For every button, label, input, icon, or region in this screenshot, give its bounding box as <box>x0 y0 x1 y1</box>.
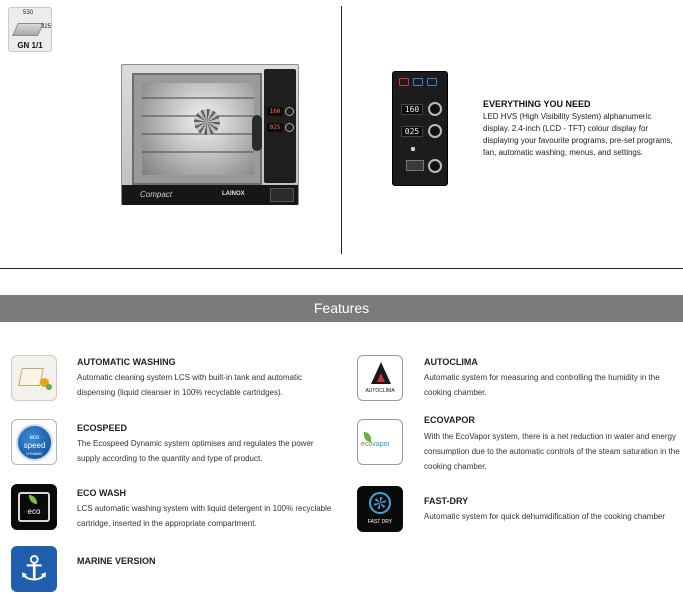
marine-anchor-icon: ⚓ <box>11 546 57 592</box>
autoclima-icon <box>357 355 403 401</box>
feature-title-ecovapor: ECOVAPOR <box>424 415 475 425</box>
feature-title-fast-dry: FAST-DRY <box>424 496 469 506</box>
ecovapor-icon <box>357 419 403 465</box>
ecospeed-icon-line2: speed <box>23 441 46 450</box>
feature-title-eco-wash: ECO WASH <box>77 488 127 498</box>
ecospeed-icon-line1: eco <box>29 435 40 441</box>
eco-wash-icon-label: eco <box>27 507 41 516</box>
oven-brand: Compact <box>140 190 173 199</box>
feature-text-fast-dry: Automatic system for quick dehumidification of the cooking chamber <box>424 512 666 521</box>
oven-control-panel <box>264 69 296 183</box>
features-header: Features <box>0 295 683 322</box>
oven-sub-panel <box>270 188 294 202</box>
panel-button-icon <box>413 78 423 86</box>
fast-dry-icon-label: FAST DRY <box>367 519 393 525</box>
everything-you-need-text: LED HVS (High Visibility System) alphanumeric display. 2.4-inch (LCD - TFT) colour display for displaying your favourite programs, pre-set programs, fan, automatic washing, menus, and settings. <box>483 112 673 157</box>
panel-display-time: 025 <box>401 126 423 137</box>
panel-indicator-icon <box>411 147 415 151</box>
horizontal-divider <box>0 268 683 269</box>
feature-text-autoclima: Automatic system for measuring and controlling the humidity in the cooking chamber. <box>424 373 660 397</box>
feature-title-ecospeed: ECOSPEED <box>77 423 128 433</box>
oven-display-time: 025 <box>267 123 283 132</box>
oven-handle <box>252 115 262 151</box>
panel-knob-icon <box>428 102 442 116</box>
feature-title-marine-version: MARINE VERSION <box>77 556 156 566</box>
oven-door <box>132 73 262 185</box>
autoclima-icon-label: AUTOCLIMA <box>365 388 395 394</box>
oven-display-temp: 160 <box>267 107 283 116</box>
panel-lcd-screen <box>406 160 424 171</box>
oven-product-image <box>121 64 299 205</box>
feature-title-automatic-washing: AUTOMATIC WASHING <box>77 357 176 367</box>
ecospeed-icon <box>11 419 57 465</box>
oven-knob-icon <box>285 123 294 132</box>
gastronorm-tray-icon <box>12 23 44 36</box>
gn-width-label: 325 <box>41 24 52 30</box>
panel-knob-icon <box>428 159 442 173</box>
panel-button-icon <box>427 78 437 86</box>
ecovapor-icon-eco: eco <box>361 441 373 448</box>
vertical-divider <box>341 6 342 254</box>
panel-knob-icon <box>428 124 442 138</box>
ecospeed-icon-line3: DYNAMIC <box>26 452 43 456</box>
feature-text-eco-wash: LCS automatic washing system with liquid detergent in 100% recyclable cartridge, inserted in the appropriate compartment. <box>77 504 332 528</box>
eco-wash-icon <box>11 484 57 530</box>
oven-knob-icon <box>285 107 294 116</box>
oven-fan-icon <box>194 109 220 135</box>
gn-size-label: GN 1/1 <box>17 41 43 50</box>
feature-text-automatic-washing: Automatic cleaning system LCS with built-in tank and automatic dispensing (liquid cleanser in 100% recyclable cartridges). <box>77 373 302 397</box>
oven-base <box>122 185 298 205</box>
feature-text-ecospeed: The Ecospeed Dynamic system optimises and regulates the power supply according to the quantity and type of product. <box>77 439 314 463</box>
oven-glass <box>142 83 254 175</box>
fast-dry-icon <box>357 486 403 532</box>
panel-button-icon <box>399 78 409 86</box>
feature-title-autoclima: AUTOCLIMA <box>424 357 478 367</box>
automatic-washing-icon <box>11 355 57 401</box>
gn-size-badge <box>8 7 52 52</box>
oven-logo: LAINOX <box>222 191 245 197</box>
control-panel-image <box>392 71 448 186</box>
panel-display-temp: 160 <box>401 104 423 115</box>
feature-text-ecovapor: With the EcoVapor system, there is a net reduction in water and energy consumption due to the automatic controls of the steam saturation in the cooking chamber. <box>424 432 680 471</box>
ecovapor-icon-vapor: vapor <box>372 441 390 448</box>
gn-length-label: 530 <box>23 10 34 16</box>
everything-you-need-title: EVERYTHING YOU NEED <box>483 99 591 109</box>
